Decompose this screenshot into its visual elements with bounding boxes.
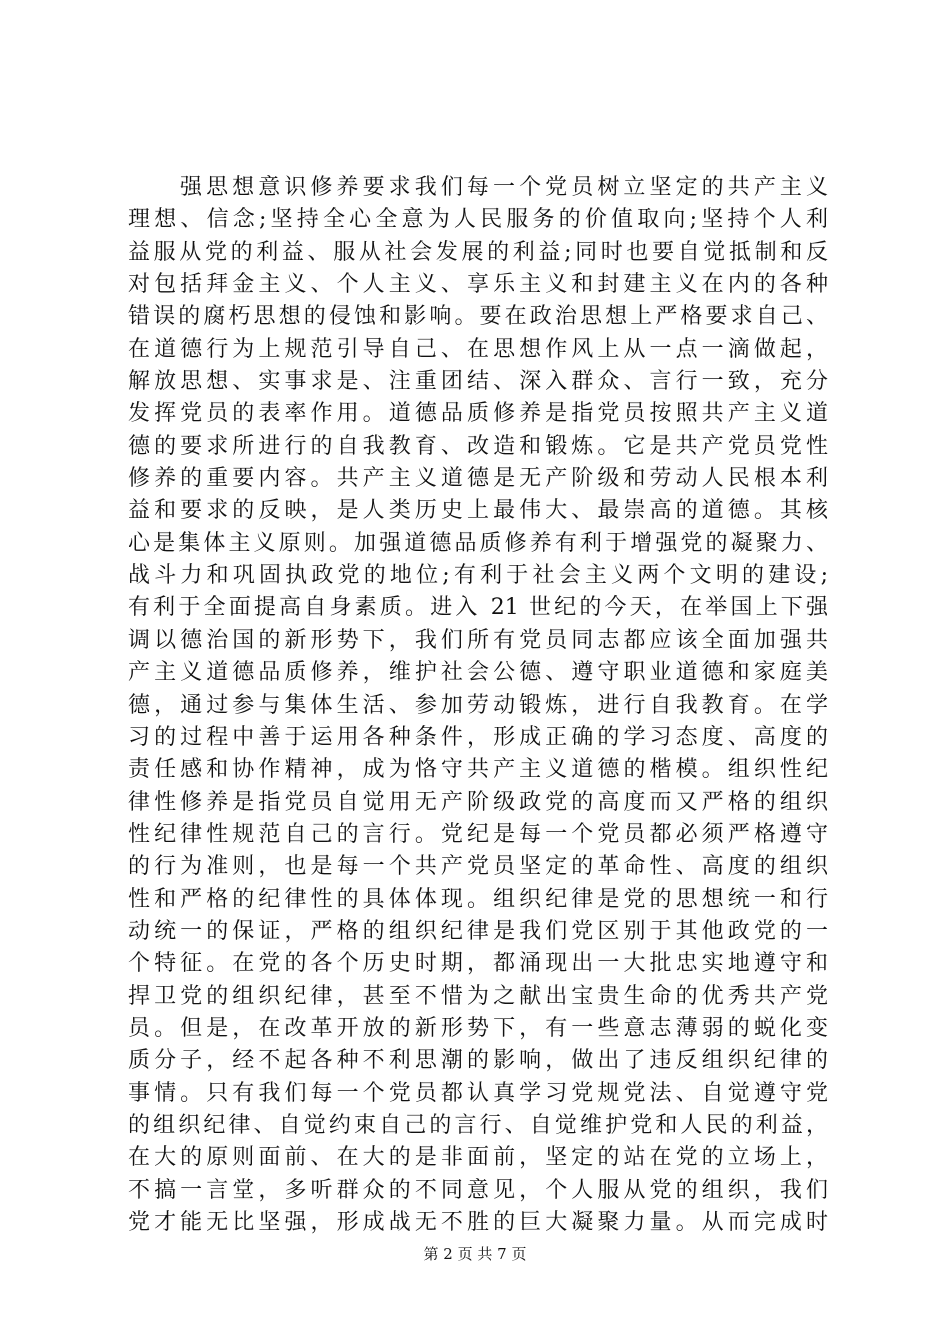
text-line: 在大的原则面前、在大的是非面前，坚定的站在党的立场上， [128,1145,828,1171]
text-line: 调以德治国的新形势下，我们所有党员同志都应该全面加强共 [128,627,828,653]
body-paragraph [128,172,828,1239]
text-line: 不搞一言堂，多听群众的不同意见，个人服从党的组织，我们 [128,1177,828,1203]
text-line: 德的要求所进行的自我教育、改造和锻炼。它是共产党员党性 [128,433,828,459]
page-number-label: 第 2 页 共 7 页 [423,1245,527,1263]
text-line: 心是集体主义原则。加强道德品质修养有利于增强党的凝聚力、 [128,530,828,556]
text-line: 的行为准则，也是每一个共产党员坚定的革命性、高度的组织 [128,854,828,880]
text-line: 个特征。在党的各个历史时期，都涌现出一大批忠实地遵守和 [128,951,828,977]
text-line: 错误的腐朽思想的侵蚀和影响。要在政治思想上严格要求自己、 [128,304,828,330]
page-footer [0,1244,950,1264]
text-line: 产主义道德品质修养，维护社会公德、遵守职业道德和家庭美 [128,660,828,686]
text-line: 益服从党的利益、服从社会发展的利益;同时也要自觉抵制和反 [128,239,828,265]
text-line: 的组织纪律、自觉约束自己的言行、自觉维护党和人民的利益， [128,1112,828,1138]
text-line: 修养的重要内容。共产主义道德是无产阶级和劳动人民根本利 [128,466,828,492]
text-line: 事情。只有我们每一个党员都认真学习党规党法、自觉遵守党 [128,1080,828,1106]
text-line: 有利于全面提高自身素质。进入 21 世纪的今天，在举国上下强 [128,595,828,621]
text-line: 习的过程中善于运用各种条件，形成正确的学习态度、高度的 [128,724,828,750]
text-line: 性纪律性规范自己的言行。党纪是每一个党员都必须严格遵守 [128,821,828,847]
text-line: 动统一的保证，严格的组织纪律是我们党区别于其他政党的一 [128,918,828,944]
text-line: 德，通过参与集体生活、参加劳动锻炼，进行自我教育。在学 [128,692,828,718]
text-line: 理想、信念;坚持全心全意为人民服务的价值取向;坚持个人利 [128,207,828,233]
text-line: 党才能无比坚强，形成战无不胜的巨大凝聚力量。从而完成时 [128,1210,828,1235]
text-line: 捍卫党的组织纪律，甚至不惜为之献出宝贵生命的优秀共产党 [128,983,828,1009]
text-line: 解放思想、实事求是、注重团结、深入群众、言行一致，充分 [128,369,828,395]
text-line: 律性修养是指党员自觉用无产阶级政党的高度而又严格的组织 [128,789,828,815]
text-line: 员。但是，在改革开放的新形势下，有一些意志薄弱的蜕化变 [128,1015,828,1041]
text-line: 质分子，经不起各种不利思潮的影响，做出了违反组织纪律的 [128,1048,828,1074]
text-line: 在道德行为上规范引导自己、在思想作风上从一点一滴做起， [128,336,828,362]
text-line: 对包括拜金主义、个人主义、享乐主义和封建主义在内的各种 [128,272,828,298]
text-line: 益和要求的反映，是人类历史上最伟大、最崇高的道德。其核 [128,498,828,524]
text-line: 性和严格的纪律性的具体体现。组织纪律是党的思想统一和行 [128,886,828,912]
text-line: 战斗力和巩固执政党的地位;有利于社会主义两个文明的建设; [128,563,828,589]
text-line: 强思想意识修养要求我们每一个党员树立坚定的共产主义 [180,175,828,200]
text-line: 发挥党员的表率作用。道德品质修养是指党员按照共产主义道 [128,401,828,427]
text-line: 责任感和协作精神，成为恪守共产主义道德的楷模。组织性纪 [128,757,828,783]
